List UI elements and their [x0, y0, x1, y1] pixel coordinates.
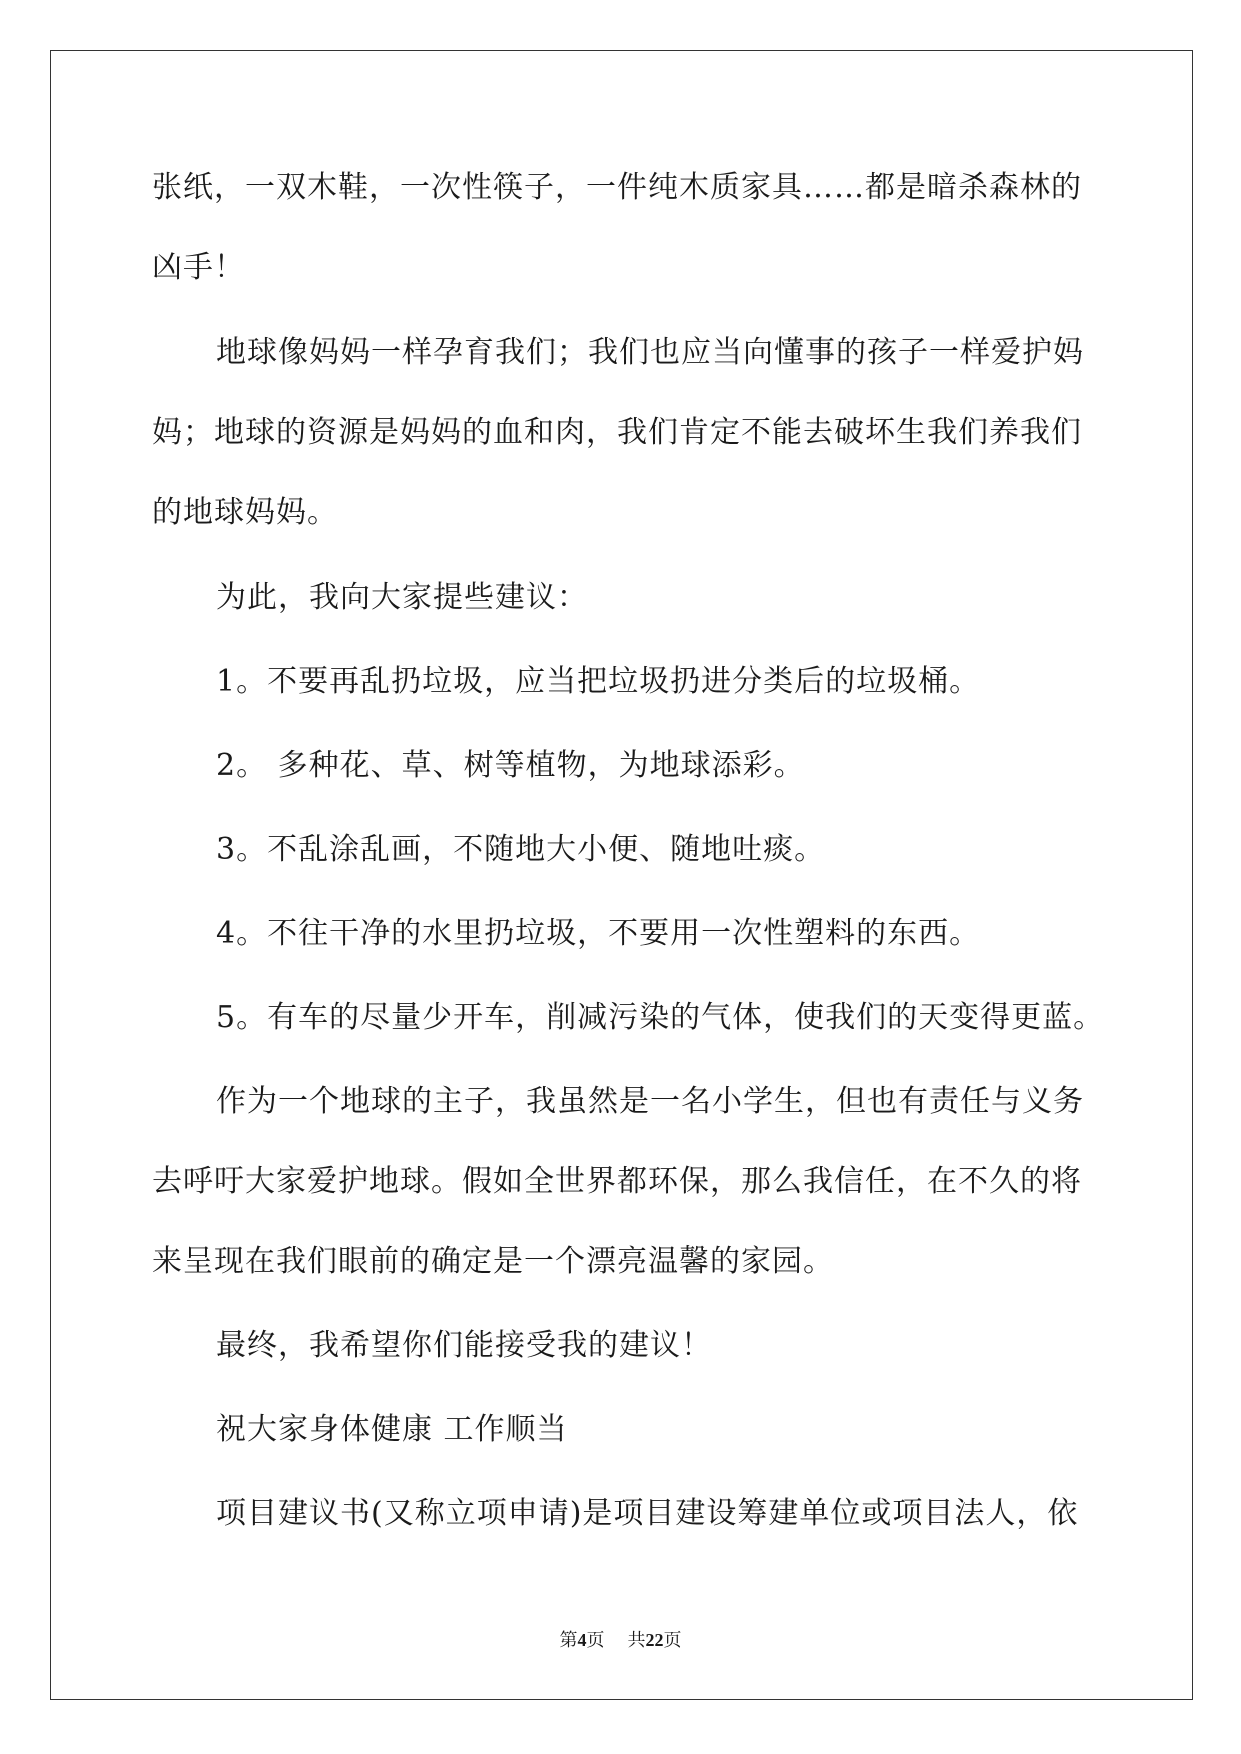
- paragraph-line: 最终，我希望你们能接受我的建议！: [216, 1328, 712, 1363]
- paragraph-line: 作为一个地球的主子，我虽然是一名小学生，但也有责任与义务: [216, 1084, 1084, 1119]
- paragraph-line: 的地球妈妈。: [152, 495, 338, 530]
- list-item: 1。不要再乱扔垃圾，应当把垃圾扔进分类后的垃圾桶。: [216, 664, 981, 699]
- page-prefix: 第: [559, 1630, 578, 1651]
- paragraph-line: 张纸，一双木鞋，一次性筷子，一件纯木质家具……都是暗杀森林的: [152, 170, 1082, 205]
- page-footer: [0, 1628, 1241, 1653]
- list-item: 3。不乱涂乱画，不随地大小便、随地吐痰。: [216, 832, 826, 867]
- paragraph-line: 来呈现在我们眼前的确定是一个漂亮温馨的家园。: [152, 1244, 834, 1279]
- list-item: 4。不往干净的水里扔垃圾，不要用一次性塑料的东西。: [216, 916, 981, 951]
- total-prefix: 共: [627, 1630, 646, 1651]
- page-number: 4: [577, 1630, 587, 1650]
- paragraph-line: 妈；地球的资源是妈妈的血和肉，我们肯定不能去破坏生我们养我们: [152, 415, 1082, 450]
- page-border: [50, 50, 1193, 1700]
- paragraph-line: 地球像妈妈一样孕育我们；我们也应当向懂事的孩子一样爱护妈: [216, 335, 1084, 370]
- total-pages: 22: [645, 1630, 664, 1650]
- list-item: 5。有车的尽量少开车，削减污染的气体，使我们的天变得更蓝。: [216, 1000, 1105, 1035]
- paragraph-line: 祝大家身体健康 工作顺当: [216, 1412, 568, 1447]
- total-suffix: 页: [663, 1630, 682, 1651]
- paragraph-line: 为此，我向大家提些建议：: [216, 580, 588, 615]
- paragraph-line: 项目建议书(又称立项申请)是项目建设筹建单位或项目法人，依: [216, 1496, 1079, 1531]
- page-suffix: 页: [586, 1630, 605, 1651]
- list-item: 2。 多种花、草、树等植物，为地球添彩。: [216, 748, 805, 783]
- paragraph-line: 凶手！: [152, 250, 245, 285]
- paragraph-line: 去呼吁大家爱护地球。假如全世界都环保，那么我信任，在不久的将: [152, 1164, 1082, 1199]
